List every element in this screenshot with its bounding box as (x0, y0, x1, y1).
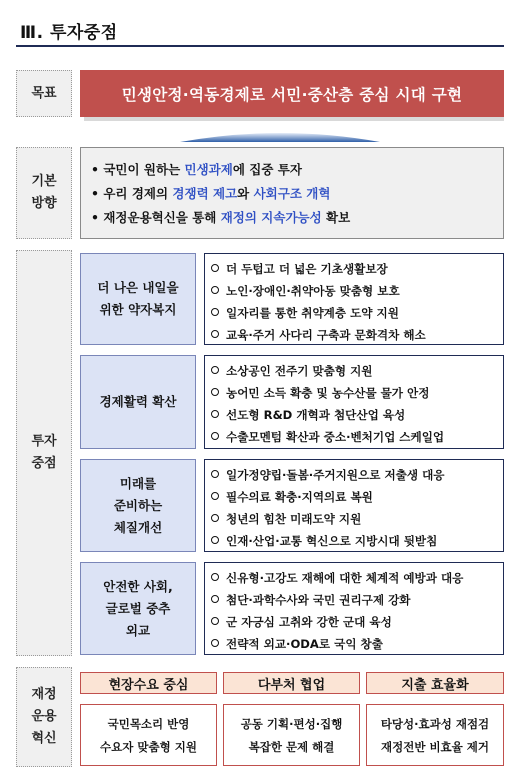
direction-item (91, 158, 503, 182)
circle-bullet-icon (211, 388, 219, 396)
section-title (80, 355, 196, 449)
circle-bullet-icon (211, 595, 219, 603)
bullet-text: 농어민 소득 확충 및 농수산물 물가 안정 (226, 386, 430, 400)
innovation-head-text: 지출 효율화 (401, 677, 469, 693)
innovation-line: 공동 기획·편성·집행 (240, 717, 343, 731)
direction-highlight: 재정의 지속가능성 (220, 210, 322, 225)
circle-bullet-icon (211, 330, 219, 338)
bullet-text: 첨단·과학수사와 국민 권리구제 강화 (226, 593, 411, 607)
innovation-head-text: 현장수요 중심 (108, 677, 189, 693)
bullet-text: 일가정양립·돌봄·주거지원으로 저출생 대응 (226, 468, 445, 482)
innovation-line: 복잡한 문제 해결 (248, 740, 335, 754)
circle-bullet-icon (211, 366, 219, 374)
bullet-item (211, 464, 503, 486)
innovation-label (16, 667, 72, 767)
goal-label (16, 70, 72, 117)
direction-label-line2: 방향 (31, 196, 57, 211)
direction-label (16, 147, 72, 239)
bullet-text: 노인·장애인·취약아동 맞춤형 보호 (226, 284, 400, 298)
circle-bullet-icon (211, 308, 219, 316)
connector-arrow-icon (180, 122, 380, 144)
direction-item-text: • 우리 경제의 (91, 186, 173, 201)
direction-item-text: 확보 (321, 210, 351, 225)
innovation-label-line: 혁신 (31, 731, 57, 746)
investment-label (16, 250, 72, 656)
innovation-line: 국민목소리 반영 (107, 717, 190, 731)
bullet-text: 교육·주거 사다리 구축과 문화격차 해소 (226, 328, 426, 342)
circle-bullet-icon (211, 617, 219, 625)
section-title-line: 체질개선 (113, 519, 163, 535)
bullet-text: 인재·산업·교통 혁신으로 지방시대 뒷받침 (226, 534, 438, 548)
innovation-column-head (80, 672, 217, 694)
innovation-line: 수요자 맞춤형 지원 (100, 740, 197, 754)
section-title-line: 안전한 사회, (103, 578, 173, 594)
direction-label-line1: 기본 (31, 174, 57, 189)
bullet-text: 선도형 R&D 개혁과 첨단산업 육성 (226, 408, 406, 422)
section-title-line: 외교 (125, 622, 151, 638)
goal-banner (80, 70, 504, 117)
goal-label-text: 목표 (31, 85, 57, 101)
innovation-column-head (223, 672, 360, 694)
bullet-item (211, 611, 503, 633)
direction-item (91, 206, 503, 230)
bullet-item (211, 258, 503, 280)
bullet-item (211, 508, 503, 530)
bullet-item (211, 426, 503, 448)
direction-item-text: 에 집중 투자 (232, 162, 302, 177)
circle-bullet-icon (211, 639, 219, 647)
goal-banner-shadow (84, 117, 504, 121)
section-title-line: 글로벌 중추 (105, 600, 171, 616)
direction-item-text: • 국민이 원하는 (91, 162, 185, 177)
bullet-item (211, 567, 503, 589)
innovation-column-body (80, 704, 217, 766)
bullet-text: 일자리를 통한 취약계층 도약 지원 (226, 306, 399, 320)
direction-highlight: 경쟁력 제고 (172, 186, 238, 201)
section-title (80, 253, 196, 345)
direction-box (80, 147, 504, 239)
section-title-line: 더 나은 내일을 (97, 280, 179, 295)
bullet-item (211, 589, 503, 611)
innovation-column-body (366, 704, 504, 766)
section-title-line: 준비하는 (113, 497, 163, 513)
section-title-line: 미래를 (119, 475, 157, 491)
circle-bullet-icon (211, 264, 219, 272)
page-title: Ⅲ. 투자중점 (20, 23, 118, 43)
bullet-item (211, 324, 503, 346)
bullet-item (211, 530, 503, 552)
innovation-line: 재정전반 비효율 제거 (381, 740, 489, 754)
bullet-text: 신유형·고강도 재해에 대한 체계적 예방과 대응 (226, 571, 464, 585)
circle-bullet-icon (211, 286, 219, 294)
bullet-text: 소상공인 전주기 맞춤형 지원 (226, 364, 373, 378)
bullet-item (211, 633, 503, 655)
innovation-column-head (366, 672, 504, 694)
bullet-item (211, 360, 503, 382)
goal-text: 민생안정·역동경제로 서민·중산층 중심 시대 구현 (121, 85, 463, 104)
investment-label-line1: 투자 (31, 434, 57, 449)
direction-item (91, 182, 503, 206)
section-title-line: 경제활력 확산 (99, 394, 177, 409)
bullet-text: 전략적 외교·ODA로 국익 창출 (226, 637, 383, 651)
section-title-line: 위한 약자복지 (99, 302, 177, 317)
section-bullets (204, 459, 504, 552)
bullet-item (211, 382, 503, 404)
bullet-item (211, 404, 503, 426)
circle-bullet-icon (211, 492, 219, 500)
bullet-text: 필수의료 확충·지역의료 복원 (226, 490, 373, 504)
innovation-label-line: 운용 (31, 709, 57, 724)
circle-bullet-icon (211, 536, 219, 544)
bullet-text: 청년의 힘찬 미래도약 지원 (226, 512, 362, 526)
direction-highlight: 사회구조 개혁 (253, 186, 331, 201)
circle-bullet-icon (211, 470, 219, 478)
bullet-text: 수출모멘텀 확산과 중소·벤처기업 스케일업 (226, 430, 445, 444)
direction-item-text: • 재정운용혁신을 통해 (91, 210, 221, 225)
innovation-label-line: 재정 (31, 687, 57, 702)
innovation-line: 타당성·효과성 재점검 (380, 717, 490, 731)
circle-bullet-icon (211, 432, 219, 440)
bullet-text: 더 두텁고 더 넓은 기초생활보장 (226, 262, 388, 276)
investment-label-line2: 중점 (31, 456, 57, 471)
title-divider (16, 45, 504, 47)
section-title (80, 562, 196, 655)
section-title (80, 459, 196, 552)
circle-bullet-icon (211, 573, 219, 581)
innovation-column-body (223, 704, 360, 766)
circle-bullet-icon (211, 514, 219, 522)
section-bullets (204, 562, 504, 655)
innovation-head-text: 다부처 협업 (257, 677, 326, 693)
circle-bullet-icon (211, 410, 219, 418)
direction-highlight: 민생과제 (184, 162, 233, 177)
section-bullets (204, 253, 504, 345)
bullet-item (211, 280, 503, 302)
bullet-item (211, 486, 503, 508)
bullet-text: 군 자긍심 고취와 강한 군대 육성 (226, 615, 392, 629)
direction-item-text: 와 (237, 186, 254, 201)
section-bullets (204, 355, 504, 449)
bullet-item (211, 302, 503, 324)
